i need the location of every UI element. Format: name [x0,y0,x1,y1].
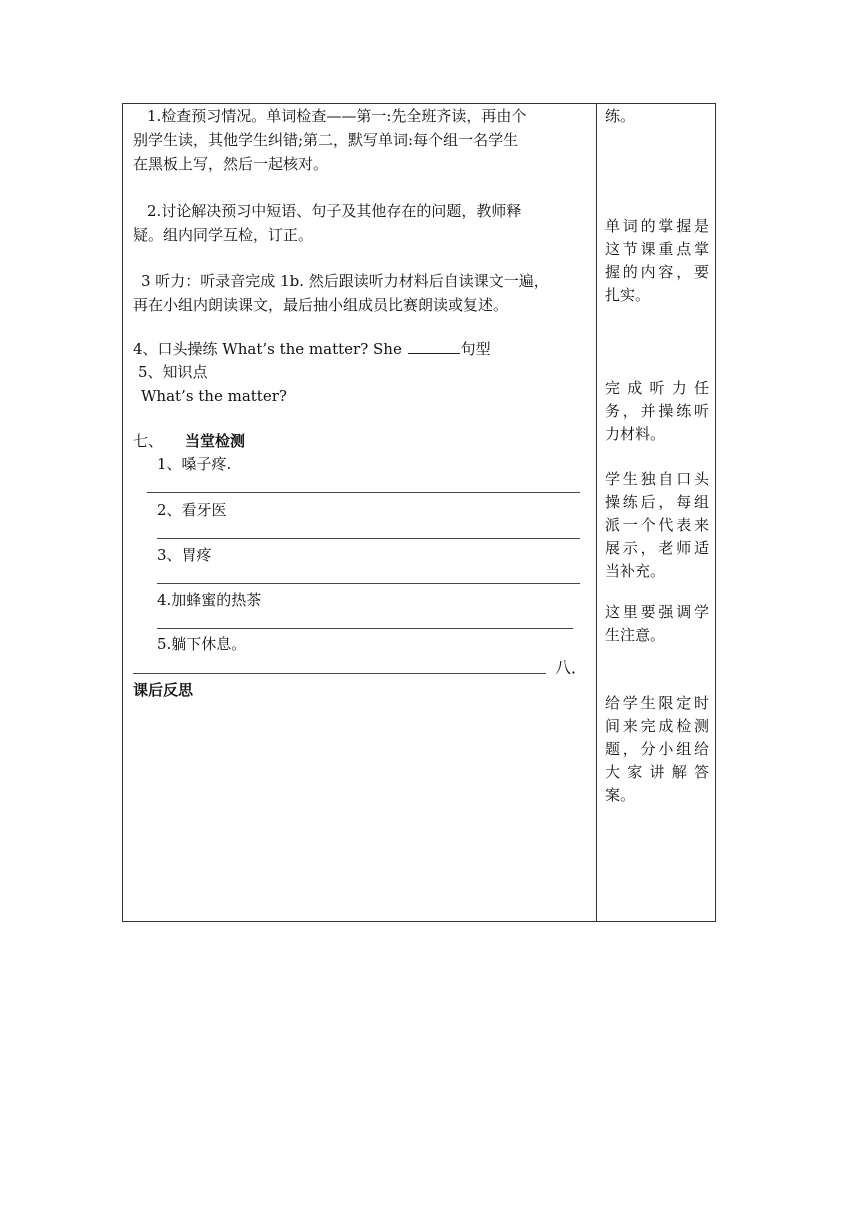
step1-line2: 别学生读，其他学生纠错;第二，默写单词:每个组一名学生 [133,131,519,149]
step5-sub: What’s the matter? [141,387,287,405]
answer-line-2 [157,538,580,539]
section8-title: 课后反思 [133,681,194,699]
quiz-item-1: 1、嗓子疼. [157,455,232,473]
lesson-plan-table [122,103,716,922]
step4-line [133,339,491,359]
section8-number: 八． [555,658,588,677]
step2-line1: 2.讨论解决预习中短语、句子及其他存在的问题，教师释 [147,202,522,220]
section7-number: 七、 [133,432,164,450]
answer-line-1 [147,492,580,493]
quiz-item-4: 4.加蜂蜜的热茶 [157,591,262,609]
quiz-item-2: 2、看牙医 [157,501,227,519]
step4-suffix: 句型 [460,340,491,358]
note-4: 学生独自口头操练后，每组派一个代表来展示，老师适当补充。 [605,470,709,580]
fill-in-blank [408,339,460,354]
answer-line-4 [157,628,573,629]
note-2: 单词的掌握是这节课重点掌握的内容，要扎实。 [605,217,709,304]
step4-text: 4、口头操练 What’s the matter? She [133,340,402,358]
quiz-item-3: 3、胃疼 [157,546,212,564]
note-3: 完成听力任务，并操练听力材料。 [605,379,709,443]
step2-line2: 疑。组内同学互检，订正。 [133,226,314,244]
step3-line1: 3 听力：听录音完成 1b. 然后跟读听力材料后自读课文一遍， [141,272,549,290]
note-5: 这里要强调学生注意。 [605,603,709,644]
answer-line-5 [133,673,546,674]
column-divider [596,104,597,921]
step1-line1: 1.检查预习情况。单词检查——第一:先全班齐读，再由个 [147,107,527,125]
step1-line3: 在黑板上写，然后一起核对。 [133,155,329,173]
step3-line2: 再在小组内朗读课文，最后抽小组成员比赛朗读或复述。 [133,296,509,314]
note-1: 练。 [605,107,636,125]
step5-heading: 5、知识点 [138,363,208,381]
quiz-item-5: 5.躺下休息。 [157,635,247,653]
section7-title: 当堂检测 [185,432,246,450]
answer-line-3 [157,583,580,584]
note-6: 给学生限定时间来完成检测题，分小组给大家讲解答案。 [605,694,709,804]
